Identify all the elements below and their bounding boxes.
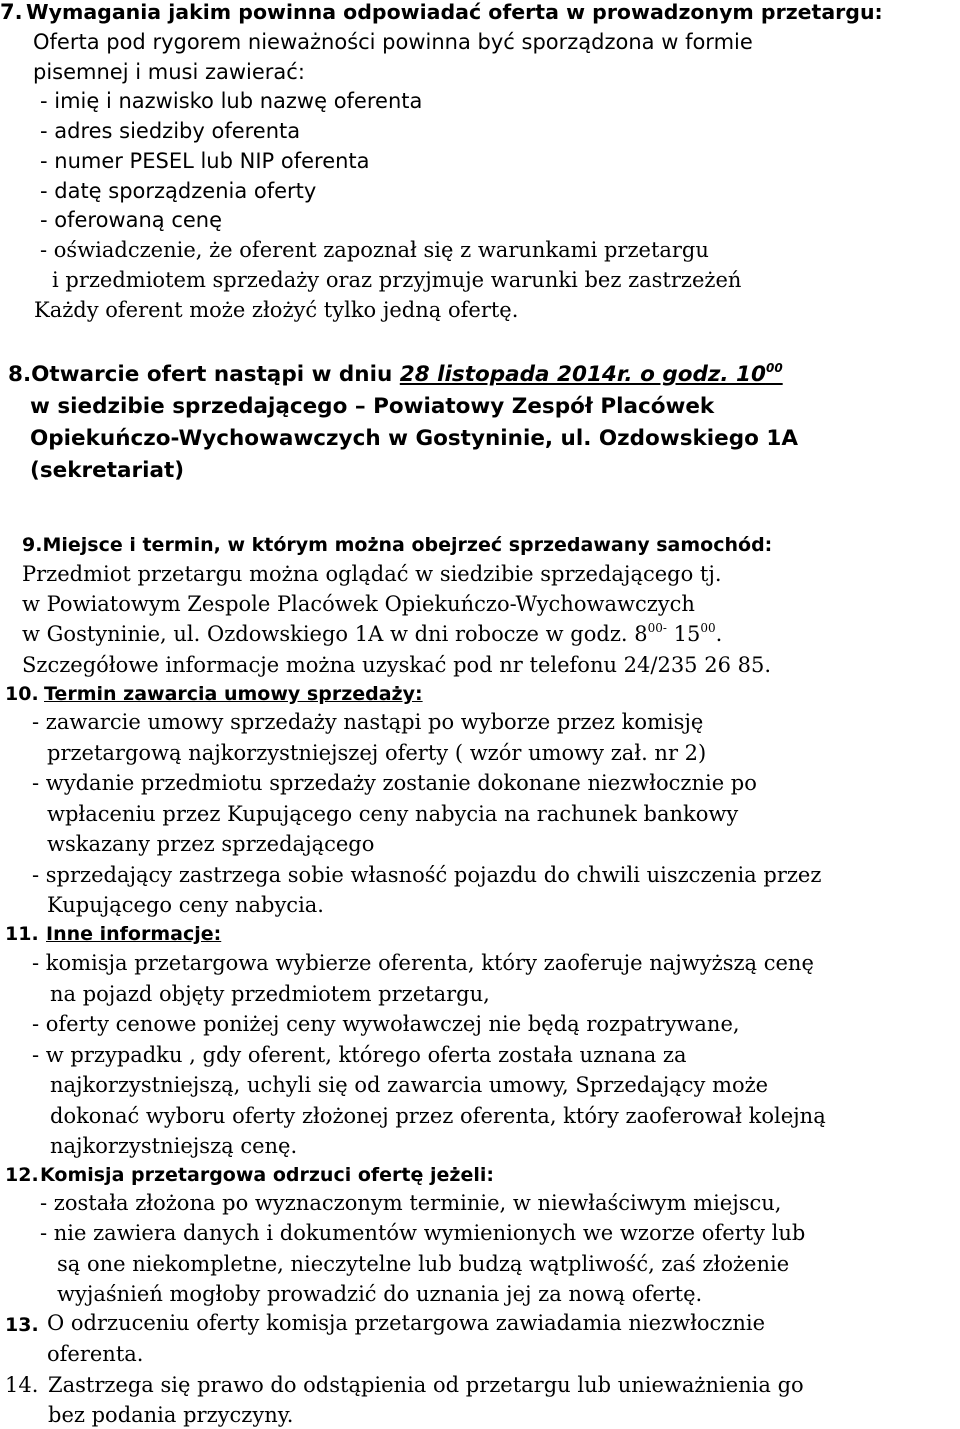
section-10-line: - zawarcie umowy sprzedaży nastąpi po wyborze przez komisję — [32, 710, 704, 734]
section-11-line: dokonać wyboru oferty złożonej przez oferenta, który zaoferował kolejną — [50, 1104, 826, 1128]
section-13-line: oferenta. — [47, 1342, 144, 1366]
section-7-heading: Wymagania jakim powinna odpowiadać oferta w prowadzonym przetargu: — [26, 0, 883, 24]
section-10-line: wpłaceniu przez Kupującego ceny nabycia na rachunek bankowy — [47, 802, 739, 826]
section-12-heading: Komisja przetargowa odrzuci ofertę jeżeli: — [40, 1164, 494, 1186]
section-12-line: - została złożona po wyznaczonym terminie, w niewłaściwym miejscu, — [40, 1191, 782, 1215]
section-8-line: (sekretariat) — [30, 458, 185, 483]
section-9-line: w Powiatowym Zespole Placówek Opiekuńczo-Wychowawczych — [22, 592, 695, 616]
section-7-item: - numer PESEL lub NIP oferenta — [40, 149, 370, 173]
section-9-hours-sup: 00- — [647, 621, 667, 635]
section-11-line: najkorzystniejszą cenę. — [50, 1134, 298, 1158]
section-9-line: Przedmiot przetargu można oglądać w siedzibie sprzedającego tj. — [22, 562, 722, 586]
section-8-opening-text: Otwarcie ofert nastąpi w dniu — [31, 362, 400, 387]
section-7-item: - datę sporządzenia oferty — [40, 179, 317, 203]
section-14-line: bez podania przyczyny. — [48, 1403, 294, 1427]
section-11-heading: Inne informacje: — [46, 923, 222, 945]
section-8-line: Opiekuńczo-Wychowawczych w Gostyninie, ul. Ozdowskiego 1A — [30, 426, 798, 451]
section-7-number: 7. — [0, 0, 23, 24]
section-7-item: - oświadczenie, że oferent zapoznał się z warunkami przetargu — [40, 238, 709, 262]
section-12-line: wyjaśnień mogłoby prowadzić do uznania jej za nową ofertę. — [57, 1282, 703, 1306]
section-11-line: - w przypadku , gdy oferent, którego oferta została uznana za — [32, 1043, 687, 1067]
section-9-hours-text: w Gostyninie, ul. Ozdowskiego 1A w dni robocze w godz. 8 — [22, 622, 648, 646]
section-11-number: 11. — [5, 923, 39, 945]
section-9-line: Szczegółowe informacje można uzyskać pod nr telefonu 24/235 26 85. — [22, 653, 772, 677]
section-11-line: - oferty cenowe poniżej ceny wywoławczej nie będą rozpatrywane, — [32, 1012, 740, 1036]
section-13-line: O odrzuceniu oferty komisja przetargowa zawiadamia niezwłocznie — [47, 1311, 766, 1335]
section-12-line: - nie zawiera danych i dokumentów wymienionych we wzorze oferty lub — [40, 1221, 806, 1245]
section-8-date-text: 28 listopada 2014r. o godz. 10 — [399, 362, 766, 387]
section-8-number: 8. — [8, 362, 32, 387]
section-7-item: - imię i nazwisko lub nazwę oferenta — [40, 89, 423, 113]
section-8-line: w siedzibie sprzedającego – Powiatowy Zespół Placówek — [30, 394, 715, 419]
section-8-heading — [8, 361, 783, 389]
section-14-line: Zastrzega się prawo do odstąpienia od przetargu lub unieważnienia go — [48, 1373, 804, 1397]
section-8-date-sup: 00 — [765, 361, 783, 375]
section-10-line: przetargową najkorzystniejszej oferty ( wzór umowy zał. nr 2) — [47, 741, 707, 765]
section-7-item: i przedmiotem sprzedaży oraz przyjmuje warunki bez zastrzeżeń — [52, 268, 742, 292]
section-10-line: - sprzedający zastrzega sobie własność pojazdu do chwili uiszczenia przez — [32, 863, 822, 887]
section-7-item: - adres siedziby oferenta — [40, 119, 301, 143]
section-7-item: - oferowaną cenę — [40, 208, 223, 232]
section-14-number: 14. — [5, 1373, 39, 1397]
section-11-line: najkorzystniejszą, uchyli się od zawarcia umowy, Sprzedający może — [50, 1073, 769, 1097]
section-12-line: są one niekompletne, nieczytelne lub budzą wątpliwość, zaś złożenie — [57, 1252, 790, 1276]
section-10-line: - wydanie przedmiotu sprzedaży zostanie dokonane niezwłocznie po — [32, 771, 757, 795]
section-11-line: na pojazd objęty przedmiotem przetargu, — [50, 982, 490, 1006]
section-7-intro-line: pisemnej i musi zawierać: — [33, 60, 305, 84]
section-7-closing: Każdy oferent może złożyć tylko jedną ofertę. — [34, 298, 519, 322]
section-13-number: 13. — [5, 1314, 39, 1336]
section-8-date — [400, 362, 783, 387]
section-10-number: 10. — [5, 683, 39, 705]
section-9-heading — [22, 531, 772, 559]
section-10-line: wskazany przez sprzedającego — [47, 832, 375, 856]
section-10-line: Kupującego ceny nabycia. — [47, 893, 324, 917]
section-10-heading: Termin zawarcia umowy sprzedaży: — [44, 683, 423, 705]
section-9-line — [22, 620, 722, 648]
section-9-number: 9. — [22, 534, 43, 556]
section-12-number: 12. — [5, 1164, 39, 1186]
section-9-heading-text: Miejsce i termin, w którym można obejrzeć sprzedawany samochód: — [42, 534, 773, 556]
section-9-hours-period: . — [715, 622, 723, 646]
section-7-intro-line: Oferta pod rygorem nieważności powinna być sporządzona w formie — [33, 30, 753, 54]
section-9-hours-end-sup: 00 — [700, 621, 716, 635]
section-9-hours-end: 15 — [666, 622, 701, 646]
section-11-line: - komisja przetargowa wybierze oferenta, który zaoferuje najwyższą cenę — [32, 951, 814, 975]
